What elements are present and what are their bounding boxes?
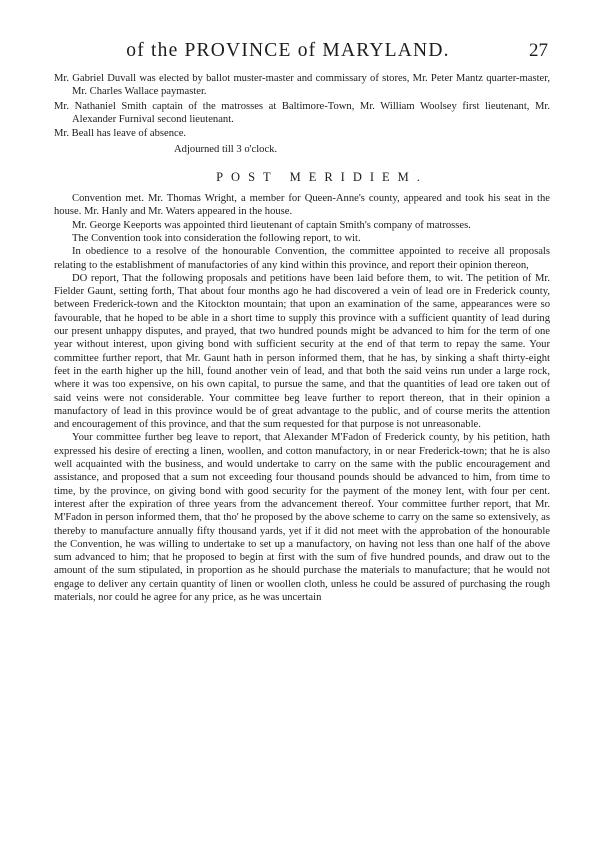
paragraph-convention-met: Convention met. Mr. Thomas Wright, a member for Queen-Anne's county, appeared and took his seat in the house. Mr. Hanly and Mr. Waters appeared in the house.	[54, 193, 550, 218]
paragraph-consideration: The Convention took into consideration the following report, to wit.	[72, 232, 361, 244]
paragraph-keeports: Mr. George Keeports was appointed third lieutenant of captain Smith's company of matrosses.	[72, 219, 471, 231]
page-number: 27	[529, 40, 548, 61]
page-body	[54, 72, 550, 604]
running-title: of the PROVINCE of MARYLAND.	[126, 40, 450, 61]
paragraph-beall-leave: Mr. Beall has leave of absence.	[54, 128, 187, 140]
section-heading: POST MERIDIEM.	[216, 169, 428, 184]
paragraph-duvall: Mr. Gabriel Duvall was elected by ballot muster-master and commissary of stores, Mr. Peter Mantz quarter-master, Mr. Charles Wallace paymaster.	[54, 73, 550, 98]
running-header	[58, 40, 548, 66]
paragraph-mfadon-report: Your committee further beg leave to report, that Alexander M'Fadon of Frederick county, by his petition, hath expressed his desire of erecting a linen, woollen, and cotton manufactory, in or near Frederick-town; that he is also well acquainted with the business, and would undertake to carry on the same with the public encouragement and assistance, and proposed that a sum not exceeding four thousand pounds should be advanced to him, from time to time, by the province, on giving bond with good security for the payment of the money lent, with four per cent. interest after the expiration of three years from the advancement thereof. Your committee further report, that Mr. M'Fadon in person informed them, that tho' he proposed by the above scheme to carry on the same so extensively, as thereby to manufacture annually fifty thousand yards, yet if it did not meet with the approbation of the honourable the Convention, he was willing to undertake to set up a manufactory, on having not less than one half of the above sum advanced to him; that he proposed to begin at first with the sum of five hundred pounds, and draw out to the amount of the sum stipulated, in proportion as he should purchase the materials to manufacture; that he would not engage to deliver any certain quantity of linen or woollen cloth, unless he could be assured of purchasing the rough materials, nor could he agree for any price, as he was uncertain	[54, 432, 550, 603]
adjournment-line: Adjourned till 3 o'clock.	[174, 144, 278, 156]
paragraph-smith-matrosses: Mr. Nathaniel Smith captain of the matrosses at Baltimore-Town, Mr. William Woolsey first lieutenant, Mr. Alexander Furnival second lieutenant.	[54, 100, 550, 125]
paragraph-gaunt-report: DO report, That the following proposals and petitions have been laid before them, to wit. The petition of Mr. Fielder Gaunt, setting forth, That about four months ago he had discovered a vein of lead ore in Frederick county, between Frederick-town and the Kitockton mountain; that upon an examination of the same, appearances were so favourable, that he hoped to be able in a short time to supply this province with a sufficient quantity of lead during our present unhappy disputes, and prayed, that two hundred pounds might be advanced to him for the term of one year without interest, upon giving bond with sufficient security at the end of that term to repay the same. Your committee further report, that Mr. Gaunt hath in person informed them, that he has, by sinking a shaft thirty-eight feet in the earth higher up the hill, found another vein of lead, and that both the said veins run under a large rock, where it was too expensive, on his own capital, to pursue the same, and that the quantities of lead ore taken out of said veins were not considerable. Your committee beg leave further to report thereon, that in their opinion a manufactory of lead in this province would be of great advantage to the public, and of course merits the attention and encouragement of this province, and that the sum requested for that purpose is not unreasonable.	[54, 272, 550, 431]
paragraph-resolve: In obedience to a resolve of the honourable Convention, the committee appointed to receive all proposals relating to the establishment of manufactories of any kind within this province, and report their opinion thereon,	[54, 246, 550, 271]
